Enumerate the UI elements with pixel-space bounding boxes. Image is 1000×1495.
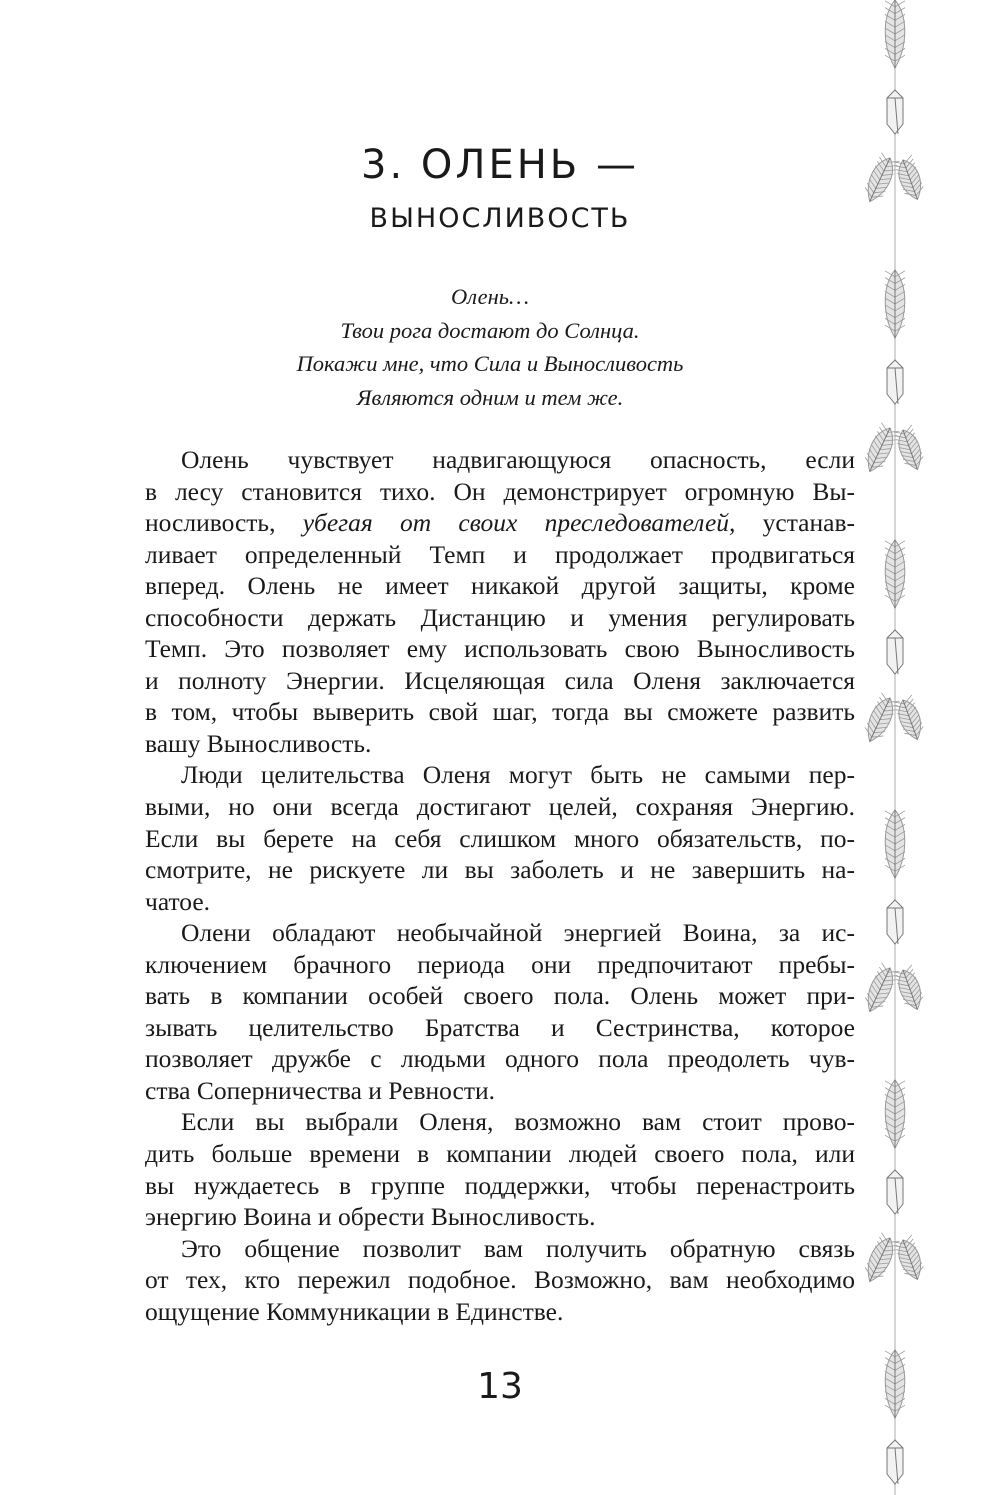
feather-icon — [885, 1080, 905, 1148]
text-line — [145, 476, 855, 508]
crystal-icon — [887, 1440, 903, 1484]
text-segment: вы нуждаетесь в группе поддержки, чтобы перенастроить — [145, 1170, 855, 1200]
feather-icon — [885, 0, 905, 68]
text-segment: зывать целительство Братства и Сестринства, которое — [145, 1012, 855, 1042]
feather-icon — [861, 153, 900, 206]
text-segment: ключением брачного периода они предпочитают пребы- — [145, 949, 855, 979]
text-segment: вашу Выносливость. — [145, 728, 372, 758]
crystal-icon — [887, 90, 903, 134]
feather-icon — [861, 1233, 900, 1286]
text-segment: смотрите, не рискуете ли вы заболеть и не завершить на- — [145, 855, 855, 885]
feather-icon — [861, 423, 900, 476]
text-line — [145, 1233, 855, 1265]
text-segment: ощущение Коммуникации в Единстве. — [145, 1296, 564, 1326]
text-line — [145, 539, 855, 571]
text-segment: вать в компании особей своего пола. Олень может при- — [145, 981, 855, 1011]
italic-segment: убегая от своих преследователей, — [302, 508, 736, 538]
text-line — [145, 1012, 855, 1044]
text-line — [145, 1043, 855, 1075]
text-line — [145, 1170, 855, 1202]
text-line — [145, 949, 855, 981]
text-line — [145, 444, 855, 476]
text-line — [145, 1106, 855, 1138]
text-segment: вперед. Олень не имеет никакой другой защиты, кроме — [145, 571, 855, 601]
text-line — [145, 854, 855, 886]
text-line — [145, 791, 855, 823]
feather-icon — [893, 155, 927, 203]
feather-icon — [893, 1235, 927, 1283]
text-segment: Если вы выбрали Оленя, возможно вам стоит прово- — [181, 1107, 855, 1137]
text-segment: способности держать Дистанцию и умения регулировать — [145, 602, 855, 632]
paragraph — [145, 444, 855, 759]
body-text — [145, 444, 855, 1327]
text-segment: Если вы берете на себя слишком много обязательств, по- — [145, 823, 855, 853]
crystal-icon — [887, 630, 903, 674]
text-segment: ливает определенный Темп и продолжает продвигаться — [145, 539, 855, 569]
feather-icon — [885, 540, 905, 608]
text-segment: в том, чтобы выверить свой шаг, тогда вы сможете развить — [145, 697, 855, 727]
text-segment: в лесу становится тихо. Он демонстрирует огромную Вы- — [145, 476, 855, 506]
text-line — [145, 886, 855, 918]
paragraph — [145, 917, 855, 1106]
epigraph-line: Олень… — [450, 284, 529, 309]
crystal-icon — [887, 900, 903, 944]
feather-icon — [861, 693, 900, 746]
feather-icon — [861, 963, 900, 1016]
text-line — [145, 633, 855, 665]
text-line — [145, 823, 855, 855]
text-segment: Люди целительства Оленя могут быть не самыми пер- — [181, 760, 855, 790]
text-segment: Темп. Это позволяет ему использовать свою Выносливость — [145, 634, 855, 664]
text-segment: Это общение позволит вам получить обратную связь — [181, 1233, 855, 1263]
text-line — [145, 728, 855, 760]
text-segment: выми, но они всегда достигают целей, сохраняя Энергию. — [145, 792, 855, 822]
feather-icon — [885, 810, 905, 878]
crystal-icon — [887, 360, 903, 404]
text-line — [145, 1075, 855, 1107]
paragraph — [145, 1233, 855, 1328]
feather-icon — [885, 1350, 905, 1418]
feather-garland-icon — [860, 0, 1000, 1495]
text-line — [145, 980, 855, 1012]
text-line — [145, 602, 855, 634]
epigraph-line: Твои рога достают до Солнца. — [340, 317, 640, 343]
text-segment: носливость, — [145, 508, 303, 538]
epigraph-line: Покажи мне, что Сила и Выносливость — [296, 351, 684, 376]
text-segment: энергию Воина и обрести Выносливость. — [145, 1202, 596, 1232]
feather-icon — [893, 695, 927, 743]
paragraph — [145, 1106, 855, 1232]
page-number: 13 — [477, 1366, 523, 1407]
text-line — [145, 1264, 855, 1296]
text-segment: и полноту Энергии. Исцеляющая сила Оленя заключается — [145, 665, 855, 695]
epigraph-line: Являются одним и тем же. — [356, 384, 624, 410]
text-segment: дить больше времени в компании людей своего пола, или — [145, 1139, 855, 1169]
text-line — [145, 507, 855, 539]
feather-icon — [893, 965, 927, 1013]
text-line — [145, 1296, 855, 1328]
epigraph — [0, 280, 980, 414]
text-segment: позволяет дружбе с людьми одного пола преодолеть чув- — [145, 1044, 855, 1074]
text-segment: устанав- — [735, 508, 855, 538]
text-line — [145, 1138, 855, 1170]
feather-icon — [885, 270, 905, 338]
text-segment: Олени обладают необычайной энергией Воина, за ис- — [181, 918, 855, 948]
text-line — [145, 570, 855, 602]
feather-icon — [893, 425, 927, 473]
text-line — [145, 1201, 855, 1233]
chapter-title: 3. ОЛЕНЬ — — [361, 142, 639, 188]
text-line — [145, 665, 855, 697]
text-line — [145, 917, 855, 949]
crystal-icon — [887, 1170, 903, 1214]
text-line — [145, 759, 855, 791]
text-segment: чатое. — [145, 886, 211, 916]
paragraph — [145, 759, 855, 917]
text-segment: Олень чувствует надвигающуюся опасность, если — [181, 445, 855, 474]
chapter-subtitle: ВЫНОСЛИВОСТЬ — [369, 203, 631, 234]
text-line — [145, 696, 855, 728]
text-segment: ства Соперничества и Ревности. — [145, 1075, 496, 1105]
text-segment: от тех, кто пережил подобное. Возможно, вам необходимо — [145, 1265, 855, 1295]
